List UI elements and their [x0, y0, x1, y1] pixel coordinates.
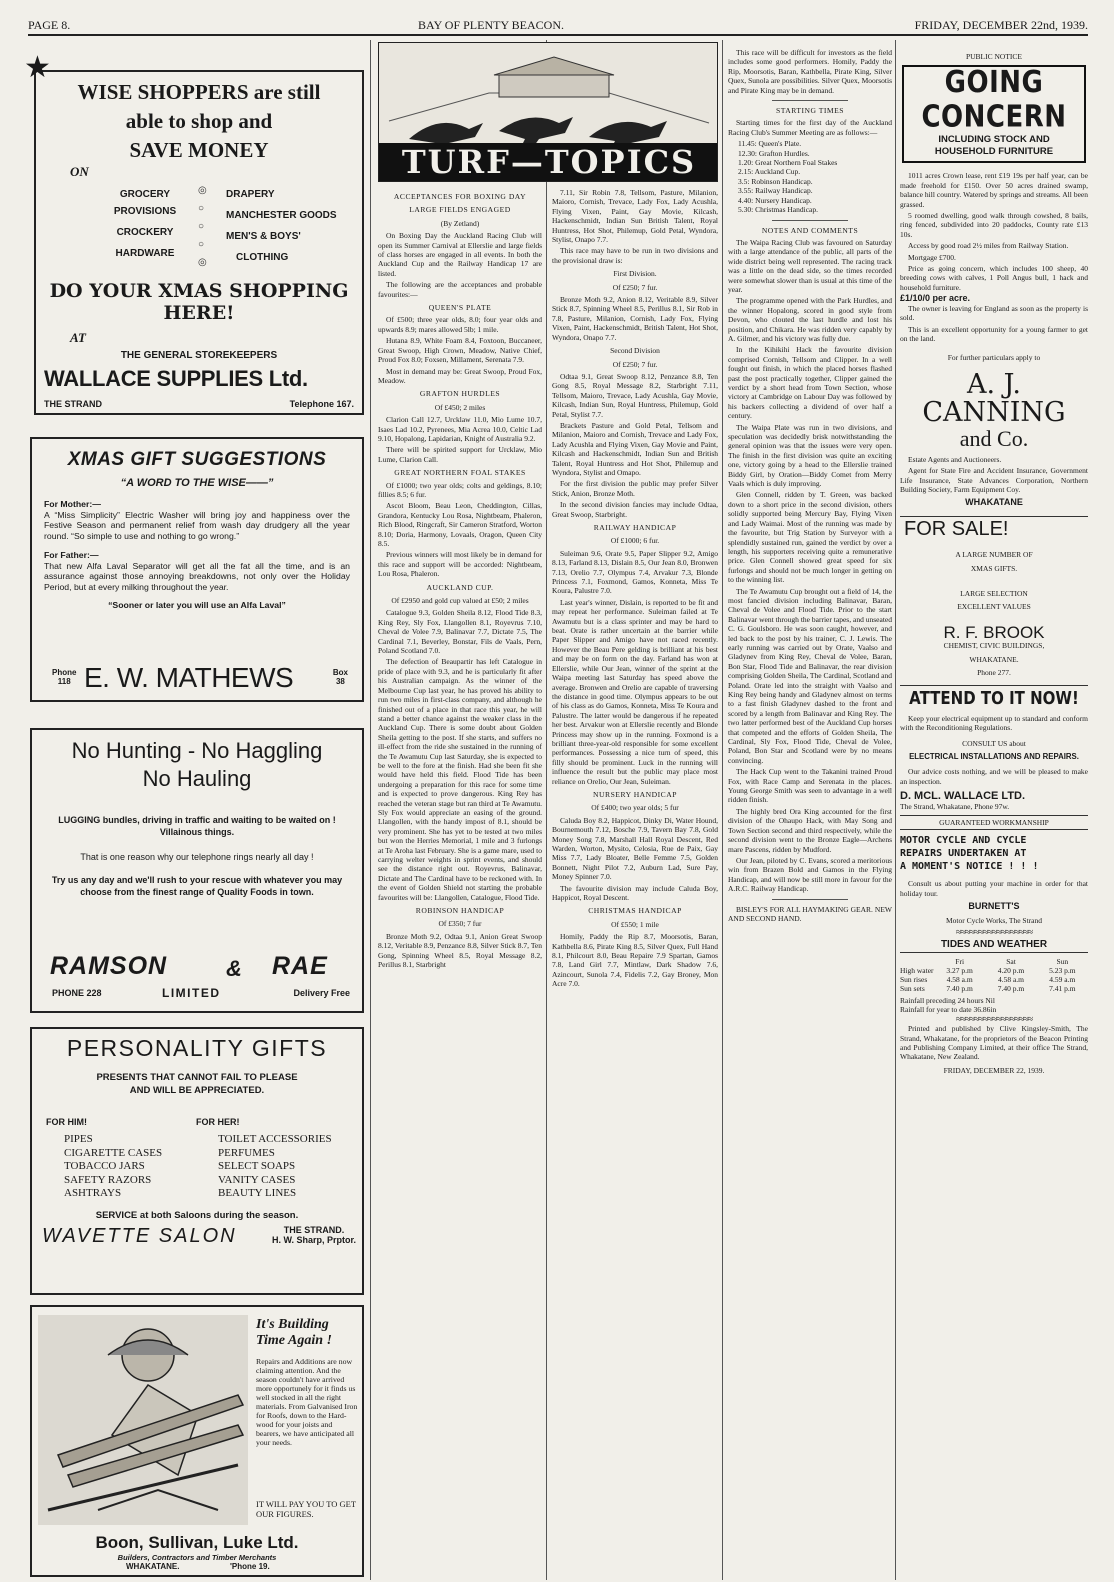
canning-town: WHAKATANE: [965, 497, 1023, 508]
start-time-item: 3.5: Robinson Handicap.: [738, 176, 813, 186]
article-detail-line: Of £450; 2 miles: [434, 402, 486, 412]
xmas-here-line: HERE!: [163, 302, 235, 324]
article-paragraph: The Hack Cup went to the Takanini trained Proud Fox, with Race Camp and Serenata in the places. Young George Smith was seen to advantage in a well ridden finish.: [728, 767, 892, 805]
boon-subtitle: Builders, Contractors and Timber Merchants: [117, 1553, 277, 1562]
for-sale-title: FOR SALE!: [904, 517, 1009, 540]
article-subheading: GRAFTON HURDLES: [419, 389, 501, 399]
gift-item-her: TOILET ACCESSORIES: [218, 1133, 332, 1145]
article-paragraph: Our Jean, piloted by C. Evans, scored a meritorious win from Brazen Bold and Gamos in the Flying Handicap, and will now be still more in favour for the A.R.C. Railway Handicap.: [728, 855, 892, 894]
box-number: 38: [335, 677, 345, 686]
canning-agency-list: Agent for State Fire and Accident Insurance, Government Life Insurance, State Advances Corporation, Northern Building Society, Farm Equipment Coy.: [900, 466, 1088, 494]
article-paragraph: Clarion Call 12.7, Urcklaw 11.0, Mio Lume 10.7, Isaes Lad 10.2, Pyrenees, Mia Acrea 10.0, Celtic Lad 9.10, Hopalong, Lapidarian, Knight of Australia 9.2.: [378, 415, 542, 443]
gift-item-her: BEAUTY LINES: [218, 1187, 297, 1199]
article-paragraph: Bronze Moth 9.2, Odtaa 9.1, Anion Great Swoop 8.12, Veritable 8.9, Penzance 8.8, Silver Stick 8.7, Ten Gong, Spinning Wheel 8.5, Royal Message 8.2, Perillus 8.1, Starbright: [378, 931, 542, 970]
gift-item-her: PERFUMES: [218, 1146, 275, 1159]
gift-title: XMAS GIFT SUGGESTIONS: [67, 449, 327, 470]
wavette-name: WAVETTE SALON: [42, 1225, 237, 1247]
concern-word: CONCERN: [921, 100, 1067, 135]
opportunity-text: This is an excellent opportunity for a young farmer to get on the land.: [900, 324, 1088, 343]
article-subheading: AUCKLAND CUP.: [426, 582, 494, 592]
canning-agents: Estate Agents and Auctioneers.: [908, 454, 1002, 464]
advice-text: Our advice costs nothing, and we will be pleased to make an inspection.: [900, 767, 1088, 786]
for-sale-line-1: A LARGE NUMBER OF: [955, 550, 1033, 560]
ad-wavette-salon: [30, 1027, 364, 1295]
ad-ramson-rae: [30, 728, 364, 1013]
boon-name: Boon, Sullivan, Luke Ltd.: [95, 1533, 299, 1552]
public-notice-label: PUBLIC NOTICE: [965, 52, 1023, 61]
section-rule: [772, 899, 847, 900]
article-paragraph: 7.11, Sir Robin 7.8, Tellsom, Pasture, Milanion, Maioro, Cornish, Trevace, Lady Fox, Lady Acushla, Flying Vixen, Paint, Gay Movie, Kilcash, Hackenschmidt, Indian Sun British Talent, Royal Huntress, Hot Shot, Philemup, Gold Petal, Wyndora, Stylist, Onapo 7.7.: [552, 188, 718, 245]
ad-ew-mathews: [30, 437, 364, 702]
item-grocery: GROCERY: [119, 189, 171, 200]
turf-topics-title: TURF—TOPICS: [379, 143, 718, 181]
rainfall-24h: Rainfall preceding 24 hours Nil: [900, 995, 995, 1005]
building-heading-2: Time Again !: [256, 1333, 332, 1348]
store-phone: Telephone 167.: [289, 399, 354, 409]
article-paragraph: Caluda Boy 8.2, Happicot, Dinky Di, Water Hound, Bournemouth 7.12, Bosche 7.9, Tavern Bay 7.8, Gold Money Song 7.8, Marshall Hall Royal Descent, Red Warden, Worton, Mysito, Celosia, Rue de Paix, Gay Miss 7.7, Lady Bloater, Belle Femme 7.5, Golden Bonnett, Night Pilot 7.2, Auburn Lad, Sure Pay, Money Spinner 7.0.: [552, 815, 718, 882]
mother-text: A “Miss Simplicity” Electric Washer will bring joy and happiness over the Festive Season and permanent relief from wash day drudgery all the year round. “So simple to use and nothing to go wrong.”: [44, 509, 350, 541]
article-paragraph: Most in demand may be: Great Swoop, Proud Fox, Meadow.: [378, 366, 542, 385]
turf-topics-banner: [378, 42, 718, 182]
store-name: WALLACE SUPPLIES Ltd.: [44, 366, 308, 391]
burnetts-name: BURNETT'S: [968, 901, 1020, 912]
ad-headline-1: WISE SHOPPERS are still: [77, 80, 321, 104]
wavette-strand: THE STRAND.: [283, 1225, 345, 1235]
presents-line-2: AND WILL BE APPRECIATED.: [129, 1085, 265, 1096]
tide-value: 4.59 a.m: [1049, 974, 1076, 984]
item-provisions: PROVISIONS: [113, 206, 177, 217]
article-paragraph: There will be spirited support for Urcklaw, Mio Lume, Clarion Call.: [378, 445, 542, 464]
start-time-item: 11.45: Queen's Plate.: [738, 139, 802, 149]
canning-co: and Co.: [959, 425, 1029, 451]
for-sale-line-2: XMAS GIFTS.: [970, 563, 1018, 573]
ampersand: &: [226, 956, 242, 981]
building-pay-line: IT WILL PAY YOU TO GET OUR FIGURES.: [256, 1499, 356, 1519]
newspaper-title: BAY OF PLENTY BEACON.: [418, 18, 565, 32]
article-detail-line: Of £400; two year olds; 5 fur: [591, 803, 679, 813]
article-paragraph: Starting times for the first day of the Auckland Racing Club's Summer Meeting are as follows:—: [728, 118, 892, 137]
gift-item-him: PIPES: [64, 1133, 93, 1145]
brook-address: CHEMIST, CIVIC BUILDINGS,: [943, 641, 1045, 651]
turf-column-2: [552, 188, 718, 1578]
consult-us: CONSULT US about: [962, 738, 1026, 748]
for-her-heading: FOR HER!: [196, 1117, 240, 1127]
notice-paragraph: 5 roomed dwelling, good walk through cowshed, 8 bails, ring fenced, subdivided into 20 paddocks, County rate £13 10s.: [900, 211, 1088, 239]
household-furniture: HOUSEHOLD FURNITURE: [934, 146, 1054, 158]
start-time-item: 12.30: Grafton Hurdles.: [738, 148, 810, 158]
tide-value: 7.40 p.m: [946, 983, 973, 993]
article-subheading: RAILWAY HANDICAP: [593, 523, 677, 532]
article-paragraph: Last year's winner, Dislain, is reported to be fit and may repeat her performance. Suleiman failed at Te Awamutu but is a class sprinter and may be hard to beat. Orate is rather uncertain at the barrier while Paper Slipper and Amigo have not raced recently. However the Beau Pere gelding is brilliant at his best and may be on form on the day. Farland has won at Ellerslie, while Our Jean, winner of the sprint at the Waipa meeting last Saturday has speed above the average. Bronwen and Orelio are capable of traversing the distance in good time. Olympus appears to be out of his class as do Gamos, Konneta, Miss Te Koura and Palustre. The latter would be dangerous if he repeated her best. Arvakur won at Ellerslie recently and Blonde Princess may show up in the running. Foxmond is a brilliant three-year-old responsible for some excellent performances. Possessing a nice turn of speed, this filly should be prominent. Luck in the running will influence the result but the public may place most reliance on Orelio, Our Jean, Suleiman.: [552, 597, 718, 786]
tide-value: 4.58 a.m: [946, 974, 973, 984]
canning-name: A. J. CANNING: [922, 368, 1066, 428]
phone-label: Phone: [52, 668, 77, 677]
box-label: Box: [332, 668, 348, 677]
article-subheading: ROBINSON HANDICAP: [415, 906, 505, 916]
page-number: PAGE 8.: [28, 18, 71, 32]
guaranteed-workmanship: GUARANTEED WORKMANSHIP: [900, 815, 1088, 830]
ramson-limited: LIMITED: [162, 986, 221, 1000]
item-manchester: MANCHESTER GOODS: [226, 210, 337, 221]
going-word: GOING: [944, 65, 1044, 101]
ad-at: AT: [70, 330, 86, 345]
father-heading: For Father:—: [44, 550, 99, 560]
brook-town: WHAKATANE.: [969, 654, 1019, 664]
article-detail-line: Of £350; 7 fur: [438, 919, 482, 929]
ramson-name: RAMSON: [50, 952, 168, 980]
article-detail-line: First Division.: [613, 269, 657, 279]
article-paragraph: In the Kihikihi Hack the favourite division comprised Cornish, Tellsom and Clipper. In a well fought out finish, in which the placed horses flashed past the post practically together, Clipper gained the verdict by a short head from Town Section, whose victory at Cambridge on Labour Day was followed by his backers collecting a dividend of over half a century.: [728, 345, 892, 421]
article-detail-line: Of £550; 1 mile: [611, 919, 659, 929]
start-time-item: 4.40: Nursery Handicap.: [738, 195, 812, 205]
article-paragraph: For the first division the public may prefer Silver Stick, Anion, Bronze Moth.: [552, 479, 718, 498]
column-rule: [722, 40, 723, 1580]
mother-heading: For Mother:—: [44, 499, 101, 509]
chain-ornament-icon: ◎ ○ ○ ○ ◎: [198, 185, 207, 268]
motor-line-2: REPAIRS UNDERTAKEN AT: [900, 848, 1027, 860]
article-subheading: STARTING TIMES: [775, 106, 845, 116]
general-storekeepers: THE GENERAL STOREKEEPERS: [120, 350, 278, 361]
article-detail-line: Of £250; 7 fur.: [612, 359, 658, 369]
start-time-item: 1.20: Great Northern Foal Stakes: [738, 158, 838, 168]
gift-item-him: CIGARETTE CASES: [64, 1146, 163, 1159]
column-rule: [546, 40, 547, 1580]
building-body: Repairs and Additions are now claiming attention. And the season couldn't have arrived more opportunely for it finds us well stocked in all the right materials. From Galvanised Iron for Roofs, down to the Hard-wood for your joists and bearers, we have anticipated all your needs.: [256, 1357, 358, 1447]
article-paragraph: The following are the acceptances and probable favourites:—: [378, 280, 542, 299]
start-time-item: 3.55: Railway Handicap.: [738, 186, 813, 196]
rae-name: RAE: [272, 952, 328, 980]
for-sale-line-4: EXCELLENT VALUES: [957, 602, 1031, 612]
rainfall-year: Rainfall for year to date 36.86in: [900, 1005, 997, 1015]
mathews-name: E. W. MATHEWS: [84, 662, 294, 693]
boon-phone: 'Phone 19.: [230, 1562, 270, 1571]
article-subheading: GREAT NORTHERN FOAL STAKES: [394, 468, 526, 478]
for-him-heading: FOR HIM!: [46, 1117, 87, 1127]
start-time-item: 5.30: Christmas Handicap.: [738, 205, 818, 215]
article-paragraph: Of £1000; two year olds; colts and geldings, 8.10; fillies 8.5; 6 fur.: [378, 480, 542, 499]
article-paragraph: Of £500; three year olds, 8.0; four year olds and upwards 8.9; mares allowed 5lb; 1 mile.: [378, 315, 542, 334]
article-subheading: QUEEN'S PLATE: [428, 303, 492, 313]
article-detail-line: (By Zetland): [440, 218, 480, 228]
article-subheading: NOTES AND COMMENTS: [761, 225, 859, 235]
section-rule: [772, 100, 847, 101]
price-per-acre: £1/10/0 per acre.: [900, 293, 971, 304]
item-hardware: HARDWARE: [115, 248, 175, 259]
ad-headline-3: SAVE MONEY: [129, 138, 269, 162]
notice-paragraph: Price as going concern, which includes 100 sheep, 40 breeding cows with calves, 1 Poll Angus bull, 1 hack and household furniture.: [900, 264, 1088, 292]
electrical-installations: ELECTRICAL INSTALLATIONS AND REPAIRS.: [909, 752, 1079, 762]
boon-town: WHAKATANE.: [126, 1562, 180, 1571]
attend-title: ATTEND TO IT NOW!: [909, 687, 1079, 710]
item-crockery: CROCKERY: [116, 227, 174, 238]
wave-divider-icon: ≈≈≈≈≈≈≈≈≈≈≈≈≈≈≈≈≈: [955, 927, 1033, 939]
article-detail-line: Of £250; 7 fur.: [612, 282, 658, 292]
article-paragraph: The Te Awamutu Cup brought out a field of 14, the most fancied division including Balinavar, Baran, Cheval de Volee and Flood Tide. Prior to the start Balinavar went through the barrier tapes, and unseated C. G. Goulsboro. He was soon caught, however, and led back to the post by his trainer, C. J. Lewis. The early running was carried out by Orate, Vaalso and Gladynev from King Rey, Cheval de Volee, Baran, Bon Star, Flood Tide and Balinavar, the rear division comprising Golden Sheila, The Cardinal, Scotland and Poland. Orate led into the straight with Vaalso and King Rey being handy and Gladynev almost on terms to a fast finish Gladynev dashed to the front and scored by a length from Balinavar and King Rey. The two latter performed best of the Auckland Cup horses that competed and the efforts of Golden Sheila, The Cardinal, Sly Fox, Flood Tide, Cheval de Volee, Poland, Bon Star and Scotland were by no means convincing.: [728, 586, 892, 765]
tides-table: [900, 957, 1088, 993]
lugging-text: LUGGING bundles, driving in traffic and waiting to be waited on ! Villainous things.: [58, 815, 336, 837]
article-paragraph: The highly bred Ora King accounted for the first division of the Ohaupo Hack, with May Song and Town Section second and third respectively, while the second division went to the Bronze Eagle—Archens mare Pascens, ridden by Mudford.: [728, 806, 892, 854]
try-us-text: Try us any day and we'll rush to your rescue with whatever you may choose from the finest range of Quality Foods in town.: [51, 875, 343, 897]
article-paragraph: Odtaa 9.1, Great Swoop 8.12, Penzance 8.8, Ten Gong 8.5, Royal Message 8.2, Starbright 7.11, Tellsom, Maioro, Trevace, Lady Acushla, Gay Movie, Kilcash, Indian Sun, Royal Huntress, Philemup, Gold Petal, Stylist 7.7.: [552, 371, 718, 419]
article-paragraph: Hutana 8.9, White Foam 8.4, Foxtoon, Buccaneer, Great Swoop, High Crown, Meadow, Native Chief, Proud Fox 8.0; Foxsen, Millament, Serenata 7.9.: [378, 336, 542, 365]
gift-subtitle: “A WORD TO THE WISE——”: [120, 477, 274, 489]
item-mens: MEN'S & BOYS': [226, 231, 301, 242]
article-paragraph: Ascot Bloom, Beau Leon, Cheddington, Cillas, Grandora, Kentucky Lou Rosa, Nightbeam, Phaleron, Rich Blood, Ringcraft, Sir Cameron Stratford, Worton 8.10; Doria, Harmony, Lovaals, Oragon, Queen City 8.5.: [378, 501, 542, 548]
article-paragraph: This race may have to be run in two divisions and the provisional draw is:: [552, 246, 718, 265]
attend-text: Keep your electrical equipment up to standard and conform with the Reconditioning Regulations.: [900, 713, 1088, 733]
personality-gifts-title: PERSONALITY GIFTS: [66, 1035, 328, 1061]
gift-item-him: ASHTRAYS: [64, 1187, 122, 1199]
article-paragraph: The programme opened with the Park Hurdles, and the winner Hopalong, scored in good style from Devon, who clouted the last hurdle and lost his position, and Chikara. He was ridden very capably by A. Gilmer, and his victory was fully due.: [728, 296, 892, 343]
gift-item-her: VANITY CASES: [218, 1173, 296, 1186]
start-time-item: 2.15: Auckland Cup.: [738, 167, 801, 177]
ad-boon-sullivan-luke: [30, 1305, 364, 1577]
builder-illustration: [38, 1315, 248, 1525]
classified-column: [900, 48, 1088, 1578]
gift-item-her: SELECT SOAPS: [218, 1160, 296, 1172]
wallace-ltd-name: D. MCL. WALLACE LTD.: [900, 790, 1026, 803]
motor-line-1: MOTOR CYCLE AND CYCLE: [900, 835, 1027, 847]
notice-paragraphs: [900, 171, 1088, 292]
motor-line-3: A MOMENT'S NOTICE ! ! !: [900, 861, 1039, 873]
article-subheading: CHRISTMAS HANDICAP: [588, 906, 682, 916]
star-icon: ★: [24, 51, 51, 84]
owner-leaving: The owner is leaving for England as soon as the property is sold.: [900, 303, 1088, 323]
item-clothing: CLOTHING: [236, 252, 289, 263]
ad-wallace-supplies: [24, 51, 364, 415]
building-heading-1: It's Building: [256, 1317, 329, 1332]
wallace-ltd-address: The Strand, Whakatane, Phone 97w.: [900, 801, 1010, 811]
article-paragraph: Catalogue 9.3, Golden Sheila 8.12, Flood Tide 8.3, King Rey, Sly Fox, Llangollen 8.1, Royevrus 7.10, Cheval de Volee 7.9, Balinavar 7.7, Dictate 7.5, The Cardinal 7.1, Beverley, Bonstar, Fils de Vaals, Pern, Poland Scotland 7.0.: [378, 608, 542, 656]
ramson-phone: PHONE 228: [52, 988, 102, 998]
wavette-proprietor: H. W. Sharp, Prptor.: [272, 1235, 357, 1245]
turf-column-3: [728, 48, 892, 1578]
tide-row-label: Sun sets: [900, 983, 925, 993]
presents-line-1: PRESENTS THAT CANNOT FAIL TO PLEASE: [96, 1072, 298, 1083]
item-drapery: DRAPERY: [226, 189, 275, 200]
tide-value: 7.40 p.m: [997, 983, 1025, 993]
notice-paragraph: Access by good road 2½ miles from Railway Station.: [908, 241, 1069, 251]
xmas-shopping-line: DO YOUR XMAS SHOPPING: [49, 280, 349, 302]
article-subheading: ACCEPTANCES FOR BOXING DAY: [393, 192, 527, 201]
article-detail-line: Second Division: [610, 346, 660, 356]
tides-title: TIDES AND WEATHER: [940, 938, 1048, 950]
telephone-text: That is one reason why our telephone rings nearly all day !: [80, 852, 314, 862]
imprint-date: FRIDAY, DECEMBER 22, 1939.: [943, 1065, 1045, 1075]
gift-item-him: TOBACCO JARS: [64, 1160, 145, 1172]
imprint-text: Printed and published by Clive Kingsley-Smith, The Strand, Whakatane, for the proprietors of the Beacon Printing and Publishing Company Limited, at their office The Strand, Whakatane, New Zealand.: [900, 1024, 1088, 1062]
for-sale-line-3: LARGE SELECTION: [960, 588, 1028, 598]
article-paragraph: Glen Connell, ridden by T. Green, was backed down to a short price in the second division, others solidly supported being Mercury Bay, Flying Vixen and Lady Waimai. Most of the running was made by the favourite, but Trig Station by Surveyor with a splendidly sustained run, gained the verdict by over a length, his supporters receiving quite a remunerative price. Glen Connell showed great speed for six furlongs and should not be much longer in getting on to the winning list.: [728, 490, 892, 585]
apply-to: For further particulars apply to: [947, 353, 1041, 363]
notice-paragraph: 1011 acres Crown lease, rent £19 19s per half year, can be made freehold for £150. Over 50 acres drained swamp, balance hill country. Watered by springs and streams. All been grassed.: [900, 171, 1088, 209]
tides-grid: [900, 957, 1088, 993]
ramson-delivery: Delivery Free: [293, 988, 350, 998]
tide-row-label: Sun rises: [900, 974, 928, 984]
turf-column-1: [378, 188, 542, 1578]
article-paragraph: The favourite division may include Caluda Boy, Happicot, Royal Descent.: [552, 883, 718, 903]
article-paragraph: The Waipa Plate was run in two divisions, and speculation was decidedly brisk notwithstanding the general opinion was that the issues were very open. The finish in the first division was quite an exciting one, victory going by a head to the Ellerslie trained Biddy Girl, by Oration—Biddy Comet from Merry Vaals which is duly improving.: [728, 422, 892, 489]
tide-day-header: Sun: [1056, 956, 1069, 966]
article-paragraph: This race will be difficult for investors as the field includes some good performers. Homily, Paddy the Rip, Moorsotis, Baran, Kathbella, Pirate King, Silver Quex, Sunola are possibilities. Silver Quex, Moorsotis and Pirate King may be in demand.: [728, 48, 892, 95]
section-rule: [772, 220, 847, 221]
column-rule: [895, 40, 896, 1580]
article-subheading: NURSERY HANDICAP: [593, 789, 677, 799]
brook-name: R. F. BROOK: [943, 622, 1045, 642]
article-subheading: LARGE FIELDS ENGAGED: [409, 205, 511, 215]
article-paragraph: Homily, Paddy the Rip 8.7, Moorsotis, Baran, Kathbella 8.6, Pirate King 8.5, Silver Quex, Full Hand 8.1, Philcourt 8.0, Beau Repaire 7.9 Spartan, Gamos 7.8, Land Girl 7.7, Mintlaw, Dark Shadow 7.6, Azincourt, Sunola 7.4, Fidelis 7.2, Gay Broney, Mon Acre 7.0.: [552, 932, 718, 989]
article-paragraph: On Boxing Day the Auckland Racing Club will open its Summer Carnival at Ellerslie and large fields of class horses are engaged in all events. In both the Auckland Cup and the Railway Handicap 17 are listed.: [378, 231, 542, 278]
column-rule: [370, 40, 371, 1580]
tide-value: 7.41 p.m: [1049, 983, 1076, 993]
no-hauling-line: No Hauling: [142, 766, 252, 791]
service-line: SERVICE at both Saloons during the season.: [95, 1210, 299, 1221]
him-items: [64, 1133, 162, 1201]
tide-value: 4.20 p.m: [997, 965, 1025, 975]
father-text: That new Alfa Laval Separator will get all the fat all the time, and is an assurance against those annoying breakdowns, not only over the Holiday Period, but at every milking throughout the year.: [44, 560, 350, 592]
tide-value: 5.23 p.m: [1049, 965, 1076, 975]
store-address: THE STRAND: [44, 399, 102, 409]
notice-paragraph: Mortgage £700.: [908, 252, 956, 262]
page-header: [28, 18, 1088, 36]
phone-number: 118: [57, 677, 71, 686]
motor-text: Consult us about putting your machine in order for that holiday tour.: [900, 879, 1088, 898]
ad-on: ON: [70, 164, 89, 179]
alfa-laval-quote: “Sooner or later you will use an Alfa Laval”: [108, 600, 286, 610]
issue-date: FRIDAY, DECEMBER 22nd, 1939.: [914, 18, 1088, 32]
wave-divider-icon: ≈≈≈≈≈≈≈≈≈≈≈≈≈≈≈≈≈: [955, 1013, 1033, 1025]
her-items: [218, 1133, 332, 1201]
tide-day-header: Fri: [955, 956, 965, 966]
ad-headline-2: able to shop and: [125, 109, 273, 133]
tide-day-header: Sat: [1006, 956, 1016, 966]
tide-value: 3.27 p.m: [946, 965, 973, 975]
article-paragraph: Bronze Moth 9.2, Anion 8.12, Veritable 8.9, Silver Stick 8.7, Spinning Wheel 8.5, Perillus 8.1, Sir Rob in 7.8, Pasture, Milanion, Cornish, Lady Fox, Flying Vixen, Paint, Hackenschmidt, British Talent, Hot Shot, Wyndora, Onapo 7.7.: [552, 295, 718, 342]
gift-item-him: SAFETY RAZORS: [64, 1173, 152, 1186]
tide-corner: [900, 957, 934, 966]
article-paragraph: The defection of Beaupartir has left Catalogue in pride of place with 9.3, and he is particularly fit after his Australian campaign. As the winner of the Melbourne Cup last year, he has proved his ability to run two miles in first-class company, and although he finished out of a place in that race this year, he will stand a better chance against the weaker class in the Auckland Cup. There is some doubt about Golden Sheila getting to the post. If she starts, and suffers no ill-effect from the ride she sustained in the running of the Te Awamutu Cup last Saturday, she is expected to be well to the fore at the finish. Had she been fit she would have held this field. Flood Tide has been undergoing a preparation for this race for some time and is expected to prove dangerous. King Rey has reached the veteran stage but ran third at Te Awamutu. Sly Fox would appreciate an easing of the ground. Llangollen, with the handy impost of 8.1, should be very prominent. She has yet to be tested at two miles but won the Herries Memorial, 1 mile and 3 furlongs at Te Aroha last February. She is a game mare, used to carrying welter weights in sprint events, and should see the distance right out. Royevrus, Balinavar, Dictate and The Cardinal have to be reckoned with. In the event of Golden Shield not starting the probable favourites will be: Llangollen, Catalogue, Flood Tide.: [378, 657, 542, 902]
including-stock: INCLUDING STOCK AND: [938, 134, 1050, 146]
no-hunting-line: No Hunting - No Haggling: [71, 738, 323, 763]
brook-phone: Phone 277.: [977, 668, 1011, 677]
tide-row-label: High water: [900, 965, 934, 975]
article-paragraph: BISLEY'S FOR ALL HAYMAKING GEAR. NEW AND SECOND HAND.: [728, 904, 892, 923]
article-paragraph: In the second division fancies may include Odtaa, Great Swoop, Starbright.: [552, 500, 718, 519]
article-paragraph: Brackets Pasture and Gold Petal, Tellsom and Milanion, Maioro and Cornish, Trevace and Lady Fox, Lady Acushla and Flying Vixen, Gay Movie and Paint, Kilcash and Hackenschmidt, Indian Sun and British Talent, Royal Huntress and Hot Shot, Philemup and Wyndora, Stylist and Omapo.: [552, 420, 718, 477]
burnetts-address: Motor Cycle Works, The Strand: [946, 915, 1042, 925]
article-paragraph: Previous winners will most likely be in demand for this race and support will be accorded: Nightbeam, Lou Rosa, Phaleron.: [378, 550, 542, 579]
tide-value: 4.58 a.m: [997, 974, 1025, 984]
article-detail-line: Of £1000; 6 fur.: [610, 536, 660, 546]
article-paragraph: Suleiman 9.6, Orate 9.5, Paper Slipper 9.2, Amigo 8.13, Farland 8.13, Dislain 8.5, Our Jean 8.0, Bronwen 7.13, Orelio 7.7, Olympus 7.4, Arvakur 7.3, Blonde Princess 7.1, Foxmond, Gamos, Konneta, Miss Te Koura, Palustre 7.0.: [552, 548, 718, 596]
article-paragraph: The Waipa Racing Club was favoured on Saturday with a large attendance of the public, all parts of the wide district being well represented. The racing track was a little on the dead side, so the times recorded were somewhat slower than is usual at this time of the year.: [728, 237, 892, 294]
article-detail-line: Of £2950 and gold cup valued at £50; 2 miles: [391, 596, 529, 606]
